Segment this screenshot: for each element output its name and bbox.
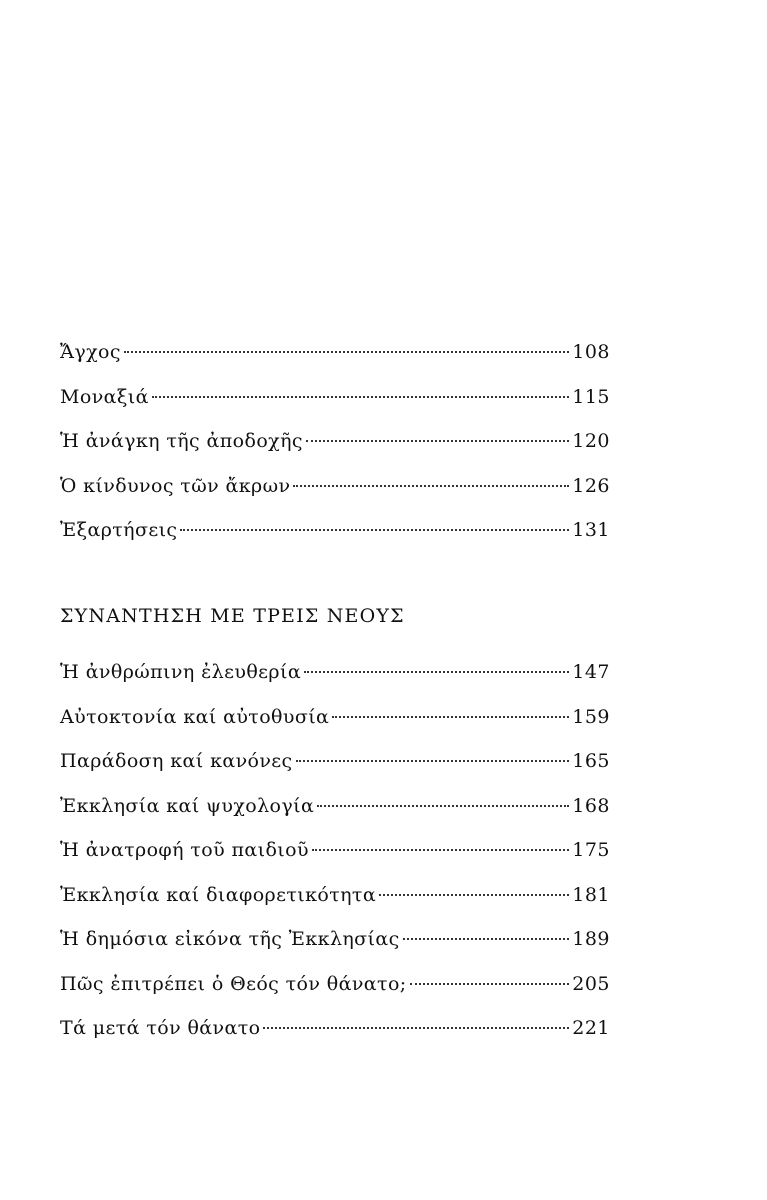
toc-entry-title: Τά μετά τόν θάνατο [60,1017,261,1039]
toc-entry-page: 120 [572,430,610,452]
dot-leader [317,805,569,807]
dot-leader [403,938,570,940]
toc-entry-title: Ἐκκλησία καί ψυχολογία [60,794,315,817]
toc-entry [60,508,610,553]
toc-entry-title: Ἐξαρτήσεις [60,519,178,541]
toc-list-part-1 [60,330,610,553]
toc-entry-page: 108 [572,341,610,363]
toc-entry-title: Ἄγχος [60,341,121,363]
toc-entry [60,962,610,1007]
toc-entry [60,1006,610,1051]
toc-entry-page: 165 [572,750,610,772]
toc-entry-page: 205 [572,972,610,995]
section-heading: ΣΥΝΑΝΤΗΣΗ ΜΕ ΤΡΕΙΣ ΝΕΟΥΣ [60,605,405,627]
toc-entry [60,873,610,918]
dot-leader [263,1027,569,1029]
dot-leader [410,983,570,985]
toc-entry-title: Πῶς ἐπιτρέπει ὁ Θεός τόν θάνατο; [60,972,407,995]
toc-entry [60,739,610,784]
toc-entry-page: 189 [572,928,610,950]
toc-entry-title: Αὐτοκτονία καί αὐτοθυσία [60,705,330,728]
toc-entry [60,464,610,509]
toc-entry [60,375,610,420]
dot-leader [306,440,569,442]
dot-leader [180,529,569,531]
dot-leader [293,485,569,487]
toc-entry [60,917,610,962]
toc-entry-page: 115 [572,385,610,408]
toc-entry-page: 168 [572,794,610,817]
toc-list-part-2 [60,650,610,1051]
toc-entry-title: Ἡ δημόσια εἰκόνα τῆς Ἐκκλησίας [60,928,400,950]
toc-entry-page: 131 [572,519,610,541]
dot-leader [379,894,569,896]
toc-entry [60,695,610,740]
toc-entry-title: Ἡ ἀνάγκη τῆς ἀποδοχῆς [60,430,303,452]
toc-entry-page: 221 [572,1017,610,1039]
dot-leader [312,849,569,851]
toc-entry-title: Ἐκκλησία καί διαφορετικότητα [60,883,377,906]
toc-entry [60,650,610,695]
toc-entry-page: 159 [572,705,610,728]
toc-entry-title: Μοναξιά [60,385,149,408]
toc-entry [60,419,610,464]
dot-leader [304,671,569,673]
toc-entry-page: 181 [572,883,610,906]
toc-entry-page: 147 [572,661,610,683]
toc-entry-page: 175 [572,839,610,861]
dot-leader [332,716,569,718]
toc-entry-title: Παράδοση καί κανόνες [60,750,293,772]
toc-entry-title: Ἡ ἀνθρώπινη ἐλευθερία [60,661,302,683]
toc-entry-page: 126 [572,474,610,497]
toc-entry-title: Ὁ κίνδυνος τῶν ἄκρων [60,474,291,497]
toc-entry [60,784,610,829]
dot-leader [124,351,569,353]
toc-entry-title: Ἡ ἀνατροφή τοῦ παιδιοῦ [60,839,309,861]
dot-leader [152,396,569,398]
toc-entry [60,330,610,375]
dot-leader [296,760,570,762]
toc-entry [60,828,610,873]
